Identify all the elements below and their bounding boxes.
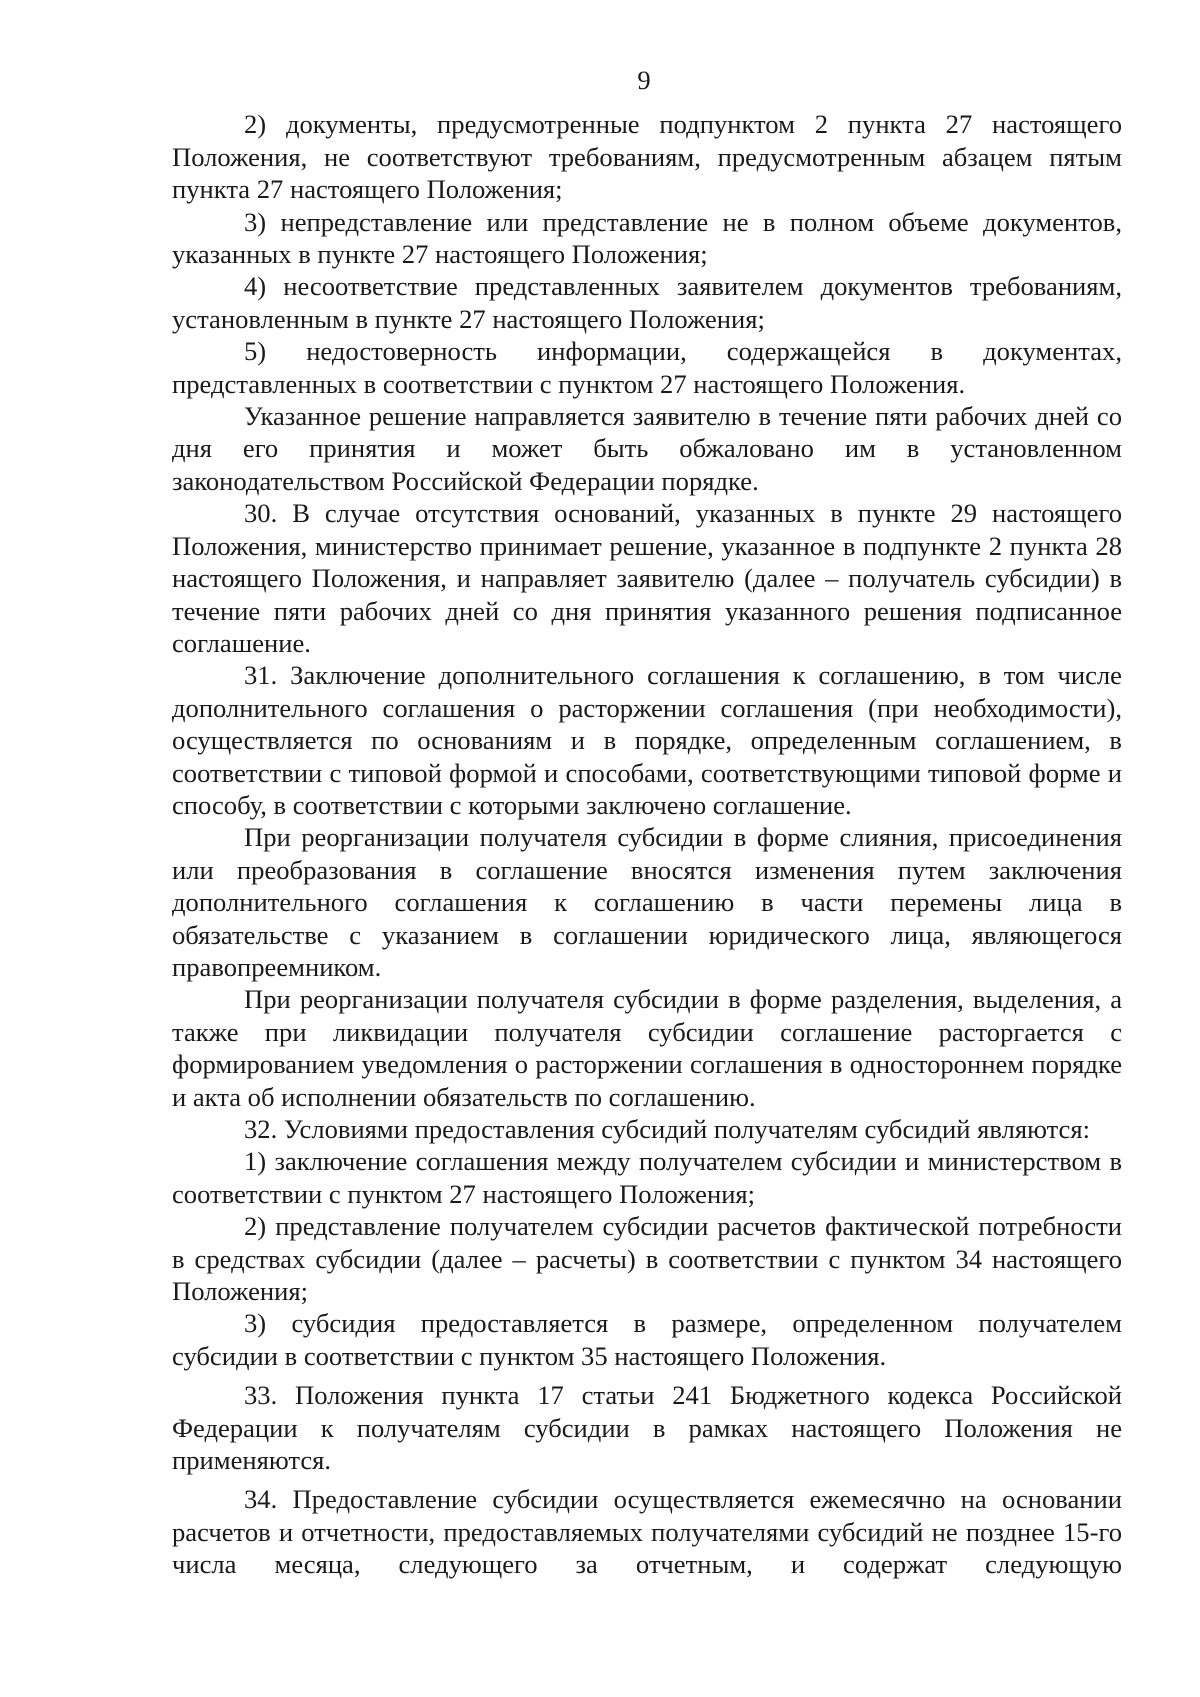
paragraph-condition-1: 1) заключение соглашения между получателем субсидии и министерством в соответствии с пунктом 27 настоящего Положения; [172, 1146, 1122, 1209]
paragraph-item-30: 30. В случае отсутствия оснований, указанных в пункте 29 настоящего Положения, министерство принимает решение, указанное в подпункте 2 пункта 28 настоящего Положения, и направляет заявителю (далее – получатель субсидии) в течение пяти рабочих дней со дня принятия указанного решения подписанное соглашение. [172, 498, 1122, 658]
paragraph-item-31: 31. Заключение дополнительного соглашения к соглашению, в том числе дополнительного соглашения о расторжении соглашения (при необходимости), осуществляется по основаниям и в порядке, определенным соглашением, в соответствии с типовой формой и способами, соответствующими типовой форме и способу, в соответствии с которыми заключено соглашение. [172, 660, 1122, 820]
paragraph-item-32: 32. Условиями предоставления субсидий получателям субсидий являются: [244, 1114, 1090, 1144]
paragraph-decision-notice: Указанное решение направляется заявителю в течение пяти рабочих дней со дня его принятия и может быть обжаловано им в установленном законодательством Российской Федерации порядке. [172, 401, 1122, 496]
paragraph-condition-2: 2) представление получателем субсидии расчетов фактической потребности в средствах субсидии (далее – расчеты) в соответствии с пунктом 34 настоящего Положения; [172, 1211, 1122, 1307]
paragraph-reorganization-division: При реорганизации получателя субсидии в форме разделения, выделения, а также при ликвидации получателя субсидии соглашение расторгается с формированием уведомления о расторжении соглашения в одностороннем порядке и акта об исполнении обязательств по соглашению. [172, 984, 1122, 1112]
paragraph-subitem-2: 2) документы, предусмотренные подпунктом 2 пункта 27 настоящего Положения, не соответствуют требованиям, предусмотренным абзацем пятым пункта 27 настоящего Положения; [172, 109, 1122, 205]
paragraph-subitem-3: 3) непредставление или представление не в полном объеме документов, указанных в пункте 27 настоящего Положения; [172, 206, 1122, 270]
paragraph-subitem-5: 5) недостоверность информации, содержащейся в документах, представленных в соответствии с пунктом 27 настоящего Положения. [172, 336, 1122, 399]
page-number: 9 [637, 65, 651, 95]
paragraph-item-33: 33. Положения пункта 17 статьи 241 Бюджетного кодекса Российской Федерации к получателям субсидии в рамках настоящего Положения не применяются. [172, 1380, 1122, 1476]
paragraph-condition-3: 3) субсидия предоставляется в размере, определенном получателем субсидии в соответствии с пунктом 35 настоящего Положения. [172, 1308, 1122, 1371]
paragraph-item-34: 34. Предоставление субсидии осуществляется ежемесячно на основании расчетов и отчетности, предоставляемых получателями субсидий не позднее 15-го числа месяца, следующего за отчетным, и содержат следующую [172, 1484, 1122, 1580]
paragraph-subitem-4: 4) несоответствие представленных заявителем документов требованиям, установленным в пункте 27 настоящего Положения; [172, 271, 1122, 334]
paragraph-reorganization-merger: При реорганизации получателя субсидии в форме слияния, присоединения или преобразования в соглашение вносятся изменения путем заключения дополнительного соглашения к соглашению в части перемены лица в обязательстве с указанием в соглашении юридического лица, являющегося правопреемником. [172, 822, 1122, 982]
document-page [172, 64, 1122, 1581]
